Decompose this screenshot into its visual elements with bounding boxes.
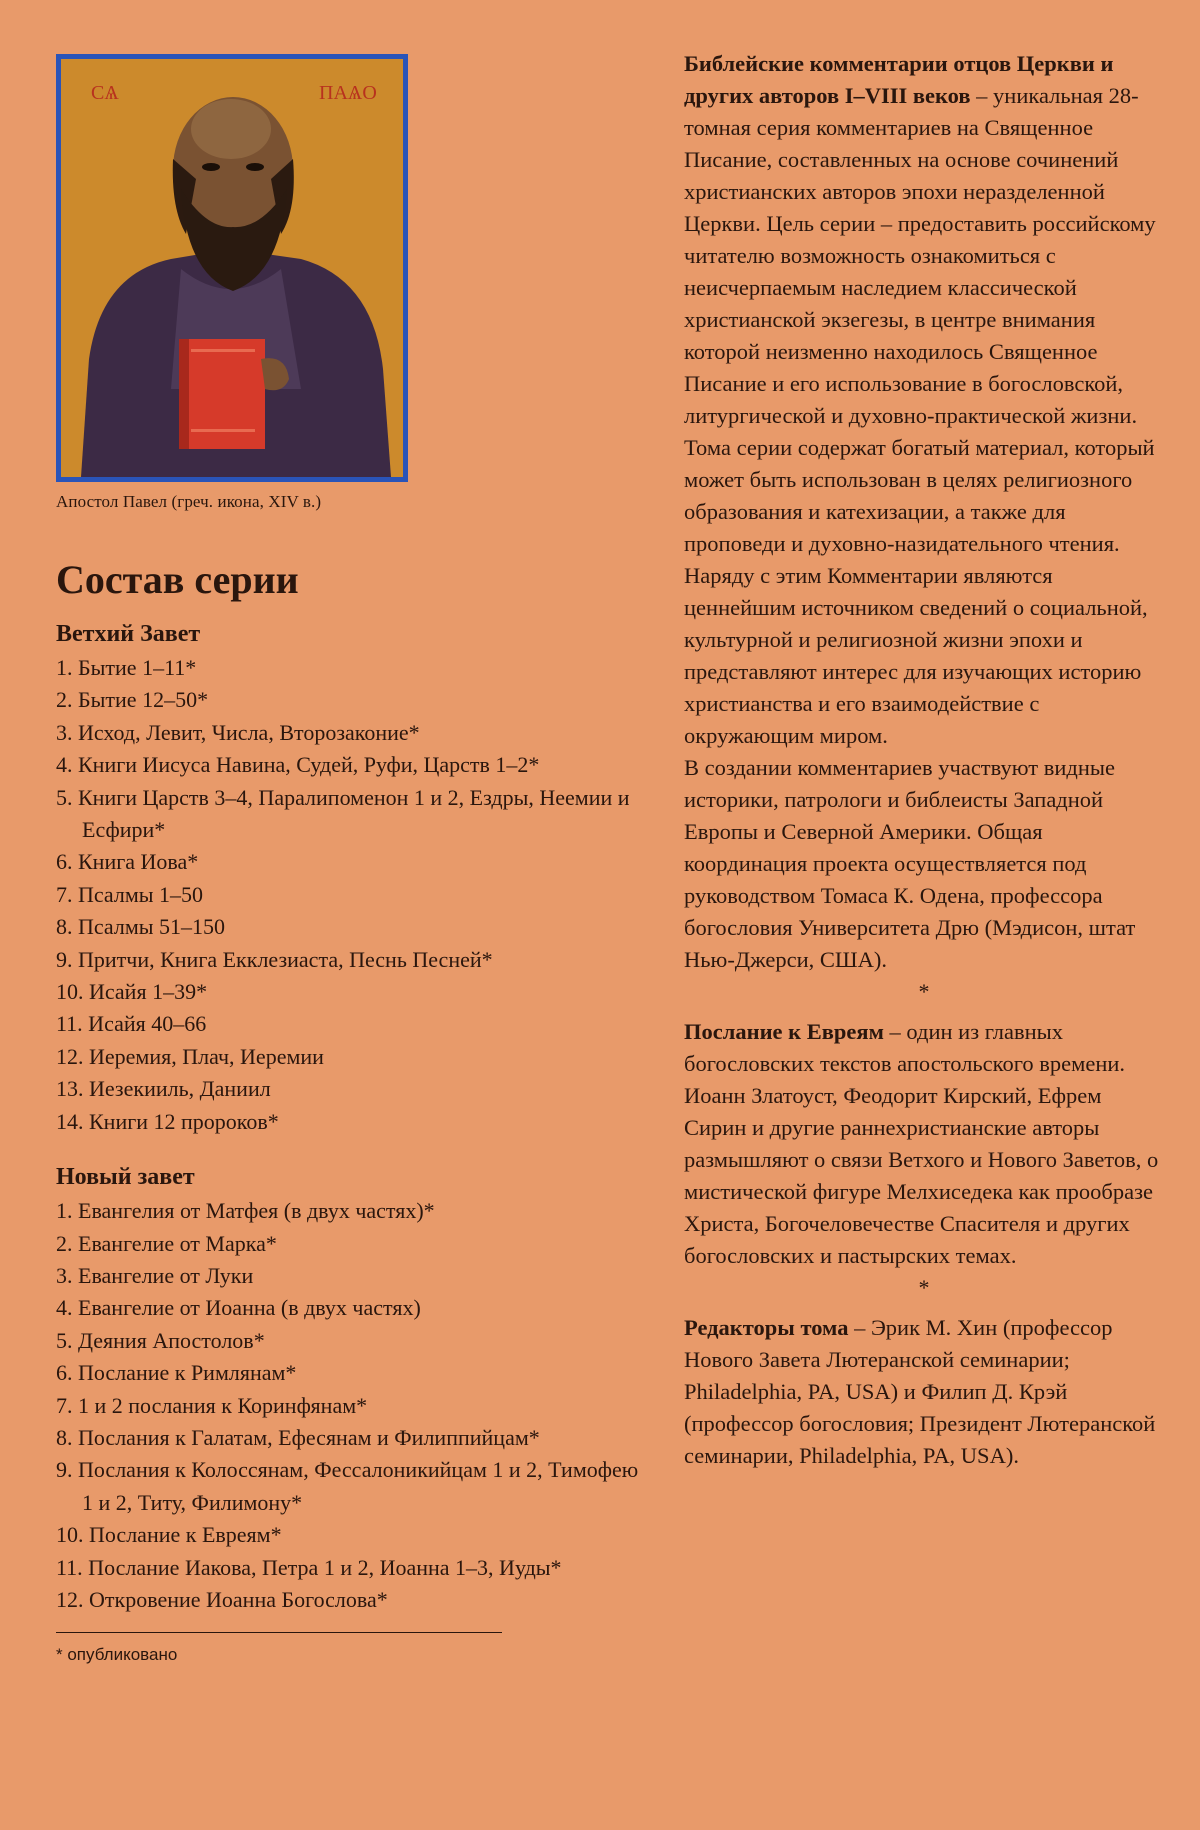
list-item: 8. Послания к Галатам, Ефесянам и Филиппийцам* <box>56 1424 540 1450</box>
red-book <box>179 339 265 449</box>
list-item: 3. Исход, Левит, Числа, Второзаконие* <box>56 719 420 745</box>
footnote-divider <box>56 1632 502 1633</box>
list-item: 13. Иезекииль, Даниил <box>56 1076 271 1102</box>
materials-paragraph: Тома серии содержат богатый материал, который может быть использован в целях религиозного образования и катехизации, а также для проповеди и духовно-назидательного чтения. Наряду с этим Комментарии являются ценнейшим источником сведений о социальной, культурной и религиозной жизни эпохи и представляют интерес для изучающих историю христианства и его взаимодействие с окружающим миром. <box>684 435 1155 748</box>
right-column <box>684 48 1164 1472</box>
contributors-paragraph: В создании комментариев участвуют видные историки, патрологи и библеисты Западной Европы и Северной Америки. Общая координация проекта осуществляется под руководством Томаса К. Одена, профессора богословия Университета Дрю (Мэдисон, штат Нью-Джерси, США). <box>684 755 1136 972</box>
hebrews-text: – один из главных богословских текстов апостольского времени. Иоанн Златоуст, Феодорит Кирский, Ефрем Сирин и другие раннехристианские авторы размышляют о связи Ветхого и Нового Заветов, о мистической фигуре Мелхиседека как прообразе Христа, Богочеловечестве Спасителя и других богословских и пастырских темах. <box>684 1019 1159 1268</box>
list-item: 1. Евангелия от Матфея (в двух частях)* <box>56 1198 435 1224</box>
icon-painting <box>61 59 403 477</box>
list-item: 8. Псалмы 51–150 <box>56 914 226 940</box>
editors-label-bold: Редакторы тома <box>684 1315 849 1340</box>
list-item: 1. Бытие 1–11* <box>56 655 197 680</box>
old-testament-heading: Ветхий Завет <box>56 621 201 647</box>
list-item: 14. Книги 12 пророков* <box>56 1108 279 1134</box>
icon-inscription-right: ПАѦО <box>319 82 377 104</box>
series-description-text: – уникальная 28-томная серия комментариев на Священное Писание, составленных на основе сочинений христианских авторов эпохи неразделенной Церкви. Цель серии – предоставить российскому читателю возможность ознакомиться с неисчерпаемым наследием классической христианской экзегезы, в центре внимания которой неизменно находилось Священное Писание и его использование в богословской, литургической и духовно-практической жизни. <box>684 83 1156 428</box>
icon-caption: Апостол Павел (греч. икона, XIV в.) <box>56 492 322 511</box>
list-item: 3. Евангелие от Луки <box>56 1262 254 1288</box>
list-item: 5. Деяния Апостолов* <box>56 1327 265 1353</box>
list-item: 10. Послание к Евреям* <box>56 1522 282 1548</box>
series-description-paragraph <box>684 48 1164 432</box>
list-item: 2. Бытие 12–50* <box>56 687 209 713</box>
list-item: 6. Послание к Римлянам* <box>56 1360 297 1386</box>
list-item: 11. Послание Иакова, Петра 1 и 2, Иоанна 1–3, Иуды* <box>56 1554 562 1580</box>
footnote: * опубликовано <box>56 1645 178 1665</box>
list-item: 10. Исайя 1–39* <box>56 979 208 1005</box>
list-item: 9. Притчи, Книга Екклезиаста, Песнь Песней* <box>56 946 493 972</box>
series-title: Состав серии <box>56 557 299 602</box>
list-item: 7. Псалмы 1–50 <box>56 881 204 907</box>
old-testament-list <box>56 652 646 1138</box>
hebrews-title-bold: Послание к Евреям <box>684 1019 884 1044</box>
hebrews-paragraph <box>684 1016 1164 1272</box>
left-column <box>56 54 646 1665</box>
series-name-bold: Библейские комментарии отцов Церкви и других авторов I–VIII веков <box>684 51 1114 108</box>
list-item: 5. Книги Царств 3–4, Паралипоменон 1 и 2, Ездры, Неемии и Есфири* <box>56 784 630 843</box>
icon-inscription-left: СѦ <box>91 82 119 104</box>
editors-text: – Эрик М. Хин (профессор Нового Завета Лютеранской семинарии; Philadelphia, PA, USA) и Филип Д. Крэй (профессор богословия; Президент Лютеранской семинарии, Philadelphia, PA, USA). <box>684 1315 1156 1468</box>
new-testament-heading: Новый завет <box>56 1164 195 1191</box>
list-item: 2. Евангелие от Марка* <box>56 1230 277 1256</box>
section-separator: * <box>918 1275 930 1300</box>
list-item: 4. Евангелие от Иоанна (в двух частях) <box>56 1295 421 1321</box>
editors-paragraph <box>684 1312 1164 1472</box>
new-testament-list <box>56 1195 646 1616</box>
list-item: 12. Откровение Иоанна Богослова* <box>56 1586 388 1612</box>
list-item: 11. Исайя 40–66 <box>56 1011 207 1037</box>
list-item: 9. Послания к Колоссянам, Фессалоникийцам 1 и 2, Тимофею 1 и 2, Титу, Филимону* <box>56 1457 639 1515</box>
list-item: 12. Иеремия, Плач, Иеремии <box>56 1043 324 1069</box>
apostle-paul-icon-image <box>56 54 408 482</box>
list-item: 7. 1 и 2 послания к Коринфянам* <box>56 1392 368 1418</box>
list-item: 6. Книга Иова* <box>56 849 199 875</box>
section-separator: * <box>918 979 930 1004</box>
list-item: 4. Книги Иисуса Навина, Судей, Руфи, Царств 1–2* <box>56 752 540 778</box>
